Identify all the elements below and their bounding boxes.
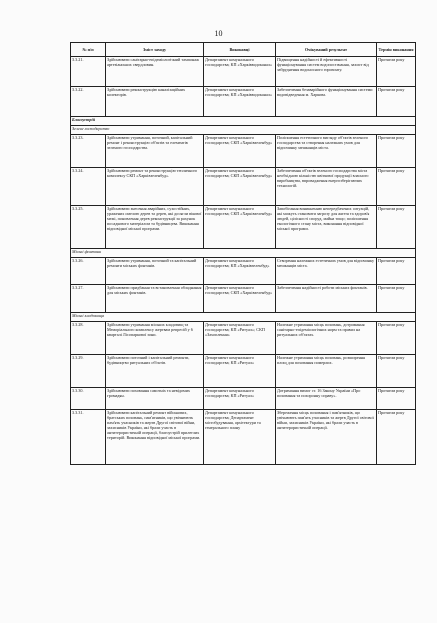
row-content: Здійснювати капітальний ремонт військових, братських поховань, пам'ятників, що увічнюють пам'ять учасників та жертв Другої світової війни, захисників України, які брали участь в антитерористичній операції, благоустрій прилеглих територій. Виконання відповідної міської програми.	[106, 410, 204, 465]
row-executors: Департамент комунального господарства; КП «Харківводоканал»	[204, 57, 276, 87]
row-content: Здійснювати поточний і капітальний ремонти, будівництво ритуальних об'єктів.	[106, 355, 204, 388]
subsection-row	[71, 313, 416, 322]
header-deadline: Термін виконання	[377, 43, 416, 57]
row-executors: Департамент комунального господарства; КП «Харківзеленбуд»	[204, 258, 276, 285]
row-content: Здійснювати реконструкцію каналізаційних колекторів.	[106, 87, 204, 117]
subsection-label: Міські кладовища	[71, 313, 416, 322]
row-deadline: Протягом року	[377, 57, 416, 87]
subsection-row	[71, 249, 416, 258]
row-num: 3.3.22.	[71, 87, 106, 117]
row-executors: Департамент комунального господарства; КП «Харківводоканал»	[204, 87, 276, 117]
row-deadline: Протягом року	[377, 322, 416, 355]
row-deadline: Протягом року	[377, 388, 416, 410]
row-result: Підвищення надійності й ефективності функціонування систем водопостачання, захист від забруднення водоносного горизонту.	[276, 57, 377, 87]
subsection-label: Зелене господарство	[71, 126, 416, 135]
row-deadline: Протягом року	[377, 285, 416, 313]
row-content: Здійснювати санітарно-епідеміологічний тампонаж артезіанських свердловин.	[106, 57, 204, 87]
row-result: Запобігання виникненню непередбачених ситуацій, які можуть становити загрозу для життя та здоров'я людей, цілісності споруд, майна тощо; поліпшення екологічного стану міста, виконання відповідної міської програми.	[276, 206, 377, 249]
row-deadline: Протягом року	[377, 258, 416, 285]
row-result: Належне утримання місць поховань, дотримання санітарно-епідеміологічних норм та правил на ритуальних об'єктах.	[276, 322, 377, 355]
table-row	[71, 322, 416, 355]
header-result: Очікуваний результат	[276, 43, 377, 57]
section-label: Благоустрій	[71, 117, 416, 126]
page-number: 10	[214, 29, 223, 38]
row-executors: Департамент комунального господарства; КП «Ритуал»	[204, 388, 276, 410]
table-row	[71, 355, 416, 388]
row-result: Поліпшення естетичного вигляду об'єктів зеленого господарства та створення належних умов для відпочинку мешканців міста.	[276, 135, 377, 168]
table-row	[71, 168, 416, 206]
row-content: Здійснювати поховання самотніх та невідомих громадян.	[106, 388, 204, 410]
row-result: Забезпечення безаварійного функціонування системи водовідведення м. Харкова.	[276, 87, 377, 117]
row-deadline: Протягом року	[377, 135, 416, 168]
table-row	[71, 87, 416, 117]
row-num: 3.3.30.	[71, 388, 106, 410]
row-executors: Департамент комунального господарства; Департамент містобудування, архітектури та генерального плану	[204, 410, 276, 465]
table-row	[71, 57, 416, 87]
table-row	[71, 410, 416, 465]
row-executors: Департамент комунального господарства; КП «Ритуал»	[204, 355, 276, 388]
section-row	[71, 117, 416, 126]
row-content: Здійснювати утримання, поточний, капітальний ремонт і реконструкцію об'єктів та елементів зеленого господарства.	[106, 135, 204, 168]
table-body	[71, 57, 416, 465]
measures-table	[70, 42, 416, 465]
row-content: Здійснювати утримання, поточний та капітальний ремонти міських фонтанів.	[106, 258, 204, 285]
row-content: Здійснювати утримання міських кладовищ та Меморіального комплексу жертвам репресій у 6 кварталі Лісопаркової зони.	[106, 322, 204, 355]
row-executors: Департамент комунального господарства; СКП «Харківзеленбуд»	[204, 168, 276, 206]
row-content: Здійснювати знесення аварійних, сухостійних, уражених омелою дерев та дерев, які досягли вікової межі, поновлення дерев реконструкції за рахунок посадкового матеріалом та будівництва. Виконання відповідної міської програми.	[106, 206, 204, 249]
row-result: Забезпечення надійності роботи міських фонтанів.	[276, 285, 377, 313]
row-executors: Департамент комунального господарства; КП «Ритуал»; СКП «Захоплення»	[204, 322, 276, 355]
row-content: Здійснювати придбання та встановлення обладнання для міських фонтанів.	[106, 285, 204, 313]
row-result: Дотримання вимог ст. 16 Закону України «Про поховання та похоронну справу».	[276, 388, 377, 410]
row-num: 3.3.23.	[71, 135, 106, 168]
row-executors: Департамент комунального господарства; СКП «Харківзеленбуд»	[204, 135, 276, 168]
row-executors: Департамент комунального господарства; СКП «Харківзеленбуд»	[204, 206, 276, 249]
header-content: Зміст заходу	[106, 43, 204, 57]
table-row	[71, 206, 416, 249]
row-num: 3.3.27.	[71, 285, 106, 313]
row-num: 3.3.24.	[71, 168, 106, 206]
subsection-label: Міські фонтани	[71, 249, 416, 258]
table-header-row	[71, 43, 416, 57]
row-num: 3.3.25.	[71, 206, 106, 249]
row-executors: Департамент комунального господарства; СКП «Харківзеленбуд»	[204, 285, 276, 313]
row-num: 3.3.28.	[71, 322, 106, 355]
row-deadline: Протягом року	[377, 168, 416, 206]
table-row	[71, 388, 416, 410]
row-num: 3.3.31.	[71, 410, 106, 465]
header-executors: Виконавці	[204, 43, 276, 57]
row-result: Належне утримання місць поховань, розширення площ для поховання померлих.	[276, 355, 377, 388]
row-num: 3.3.21.	[71, 57, 106, 87]
row-deadline: Протягом року	[377, 206, 416, 249]
row-deadline: Протягом року	[377, 355, 416, 388]
subsection-row	[71, 126, 416, 135]
table-row	[71, 258, 416, 285]
row-num: 3.3.29.	[71, 355, 106, 388]
row-result: Створення належних естетичних умов для відпочинку мешканців міста.	[276, 258, 377, 285]
header-num: № п/п	[71, 43, 106, 57]
table-row	[71, 135, 416, 168]
table-row	[71, 285, 416, 313]
row-deadline: Протягом року	[377, 410, 416, 465]
row-num: 3.3.26.	[71, 258, 106, 285]
row-content: Здійснювати ремонт та реконструкцію тепличного комплексу СКП «Харківзеленбуд».	[106, 168, 204, 206]
row-deadline: Протягом року	[377, 87, 416, 117]
row-result: Збереження місць поховання і пам'ятників, що увічнюють пам'ять учасників та жертв Другої світової війни, захисників України, які брали участь в антитерористичній операції.	[276, 410, 377, 465]
row-result: Забезпечення об'єктів зеленого господарства міста необхідною кількістю квіткової продукції власного виробництва, впровадження енергозберігаючих технологій.	[276, 168, 377, 206]
